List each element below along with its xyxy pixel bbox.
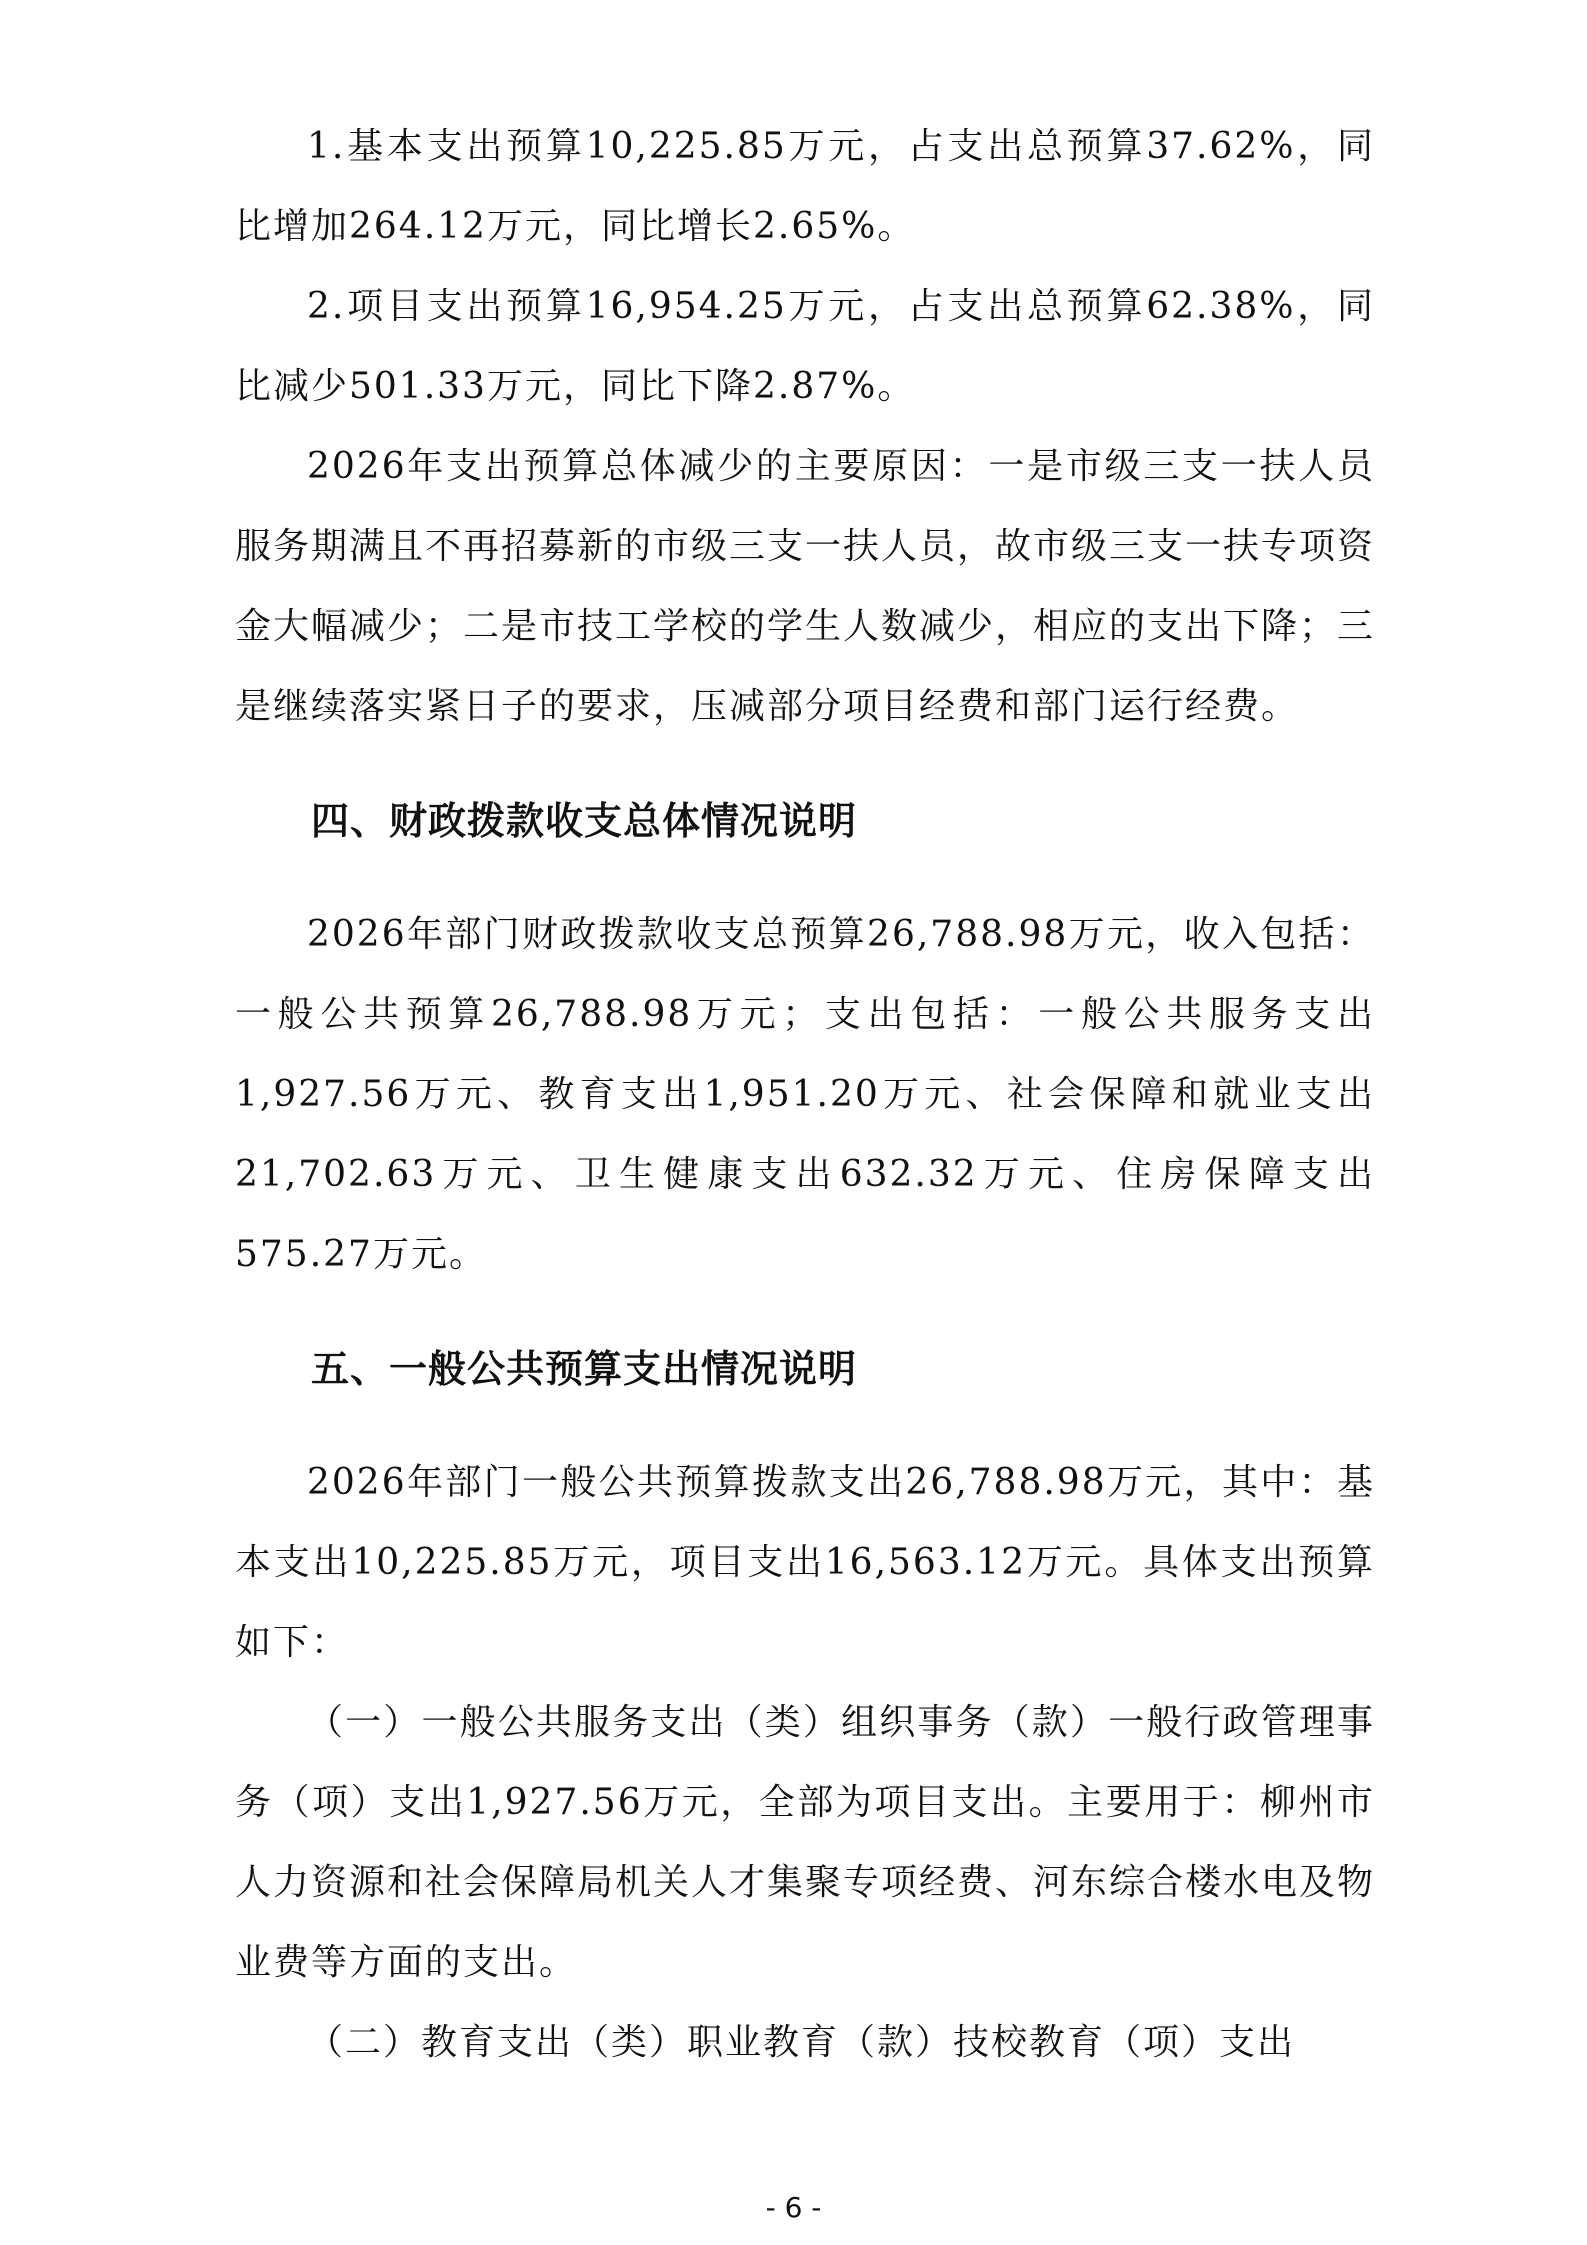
paragraph-general-public-services: （一）一般公共服务支出（类）组织事务（款）一般行政管理事务（项）支出1,927.56万元，全部为项目支出。主要用于：柳州市人力资源和社会保障局机关人才集聚专项经费、河东综合楼水电及物业费等方面的支出。 xyxy=(235,1702,1376,1983)
document-body xyxy=(235,107,1375,2083)
page-number: - 6 - xyxy=(765,2191,822,2224)
paragraph-general-public-budget-summary: 2026年部门一般公共预算拨款支出26,788.98万元，其中：基本支出10,225.85万元，项目支出16,563.12万元。具体支出预算如下： xyxy=(235,1462,1375,1663)
paragraph-education-expenditure: （二）教育支出（类）职业教育（款）技校教育（项）支出 xyxy=(307,2022,1296,2063)
paragraph-project-expenditure: 2.项目支出预算16,954.25万元，占支出总预算62.38%，同比减少501.33万元，同比下降2.87%。 xyxy=(235,286,1375,407)
paragraph-basic-expenditure: 1.基本支出预算10,225.85万元，占支出总预算37.62%，同比增加264.12万元，同比增长2.65%。 xyxy=(235,126,1375,247)
paragraph-fiscal-allocation-summary: 2026年部门财政拨款收支总预算26,788.98万元，收入包括：一般公共预算26,788.98万元；支出包括：一般公共服务支出1,927.56万元、教育支出1,951.20万元、社会保障和就业支出21,702.63万元、卫生健康支出632.32万元、住房保障支出575.27万元。 xyxy=(235,914,1375,1275)
paragraph-decrease-reasons: 2026年支出预算总体减少的主要原因：一是市级三支一扶人员服务期满且不再招募新的市级三支一扶人员，故市级三支一扶专项资金大幅减少；二是市技工学校的学生人数减少，相应的支出下降；三是继续落实紧日子的要求，压减部分项目经费和部门运行经费。 xyxy=(235,446,1376,727)
section-heading-fiscal-allocation: 四、财政拨款收支总体情况说明 xyxy=(311,799,858,843)
section-heading-general-public-budget: 五、一般公共预算支出情况说明 xyxy=(311,1347,858,1391)
